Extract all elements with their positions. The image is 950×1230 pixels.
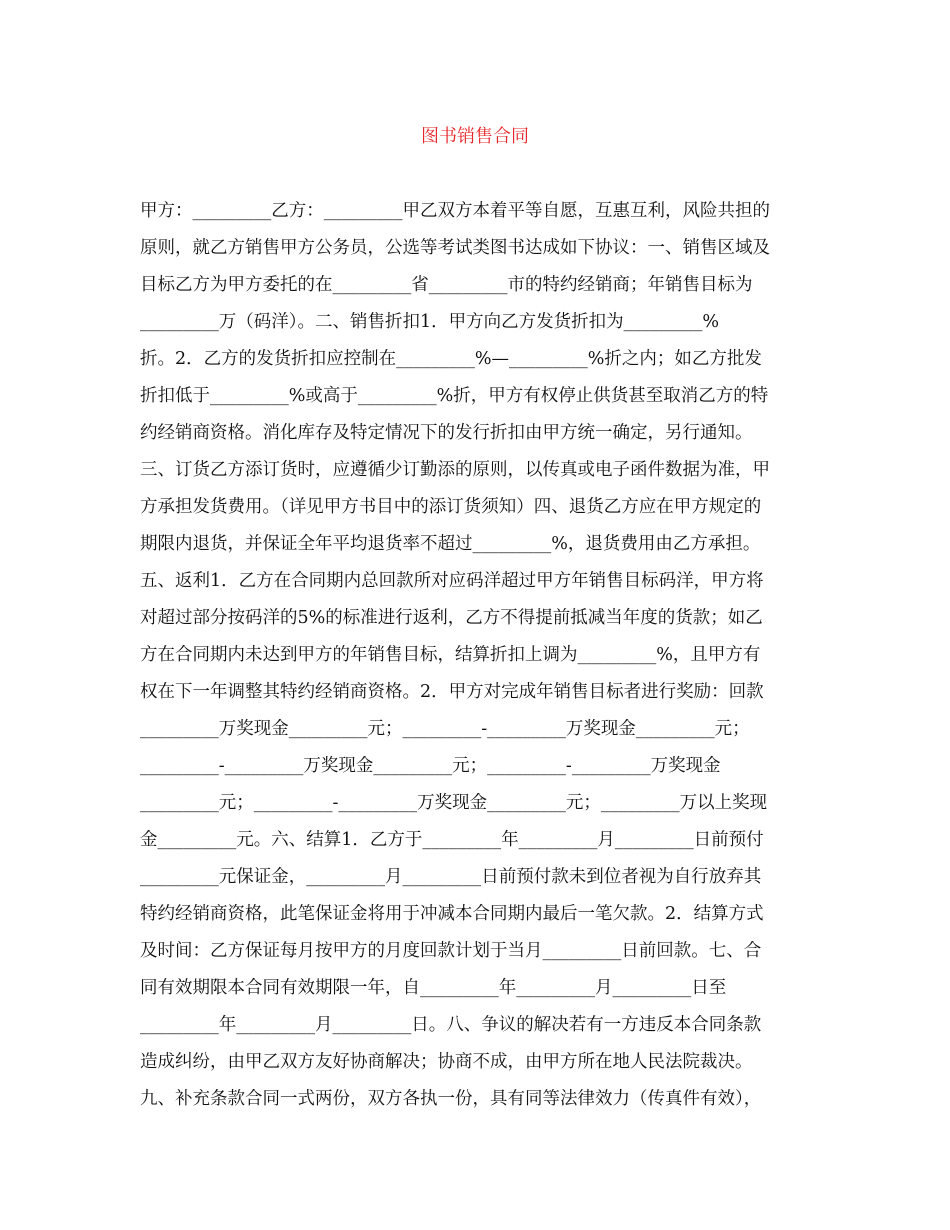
contract-text-line: 九、补充条款合同一式两份，双方各执一份，具有同等法律效力（传真件有效）， [140,1089,762,1109]
contract-text-line: 金_________元。六、结算1．乙方于_________年_________月_________日前预付 [140,830,764,850]
contract-text-line: _________元保证金，_________月_________日前预付款未到位者视为自行放弃其 [140,867,762,887]
contract-text-line: 及时间：乙方保证每月按甲方的月度回款计划于当月_________日前回款。七、合 [140,941,762,961]
contract-text-line: 目标乙方为甲方委托的在_________省_________市的特约经销商；年销售目标为 [140,275,753,295]
contract-text-line: 期限内退货，并保证全年平均退货率不超过_________%，退货费用由乙方承担。 [140,534,761,554]
contract-text-line: _________万奖现金_________元；_________-_________万奖现金_________元； [140,719,750,739]
contract-text-line: 约经销商资格。消化库存及特定情况下的发行折扣由甲方统一确定，另行通知。 [140,423,753,443]
contract-body [140,193,812,1118]
contract-text-line: 同有效期限本合同有效期限一年，自_________年_________月_________日至 [140,978,727,998]
contract-text-line: 原则，就乙方销售甲方公务员，公选等考试类图书达成如下协议：一、销售区域及 [140,238,770,258]
contract-text-line: _________-_________万奖现金_________元；_________-_________万奖现金 [140,756,721,776]
contract-text-line: 折扣低于_________%或高于_________%折，甲方有权停止供货甚至取消乙方的特 [140,386,769,406]
contract-text-line: 甲方：_________乙方：_________甲乙双方本着平等自愿，互惠互利，风险共担的 [140,201,770,221]
document-title: 图书销售合同 [421,126,529,147]
contract-text-line: 三、订货乙方添订货时，应遵循少订勤添的原则，以传真或电子函件数据为准，甲 [140,460,770,480]
contract-text-line: 方在合同期内未达到甲方的年销售目标，结算折扣上调为_________%，且甲方有 [140,645,761,665]
contract-text-line: 五、返利1．乙方在合同期内总回款所对应码洋超过甲方年销售目标码洋，甲方将 [140,571,764,591]
contract-text-line: _________年_________月_________日。八、争议的解决若有一方违反本合同条款 [140,1015,762,1035]
contract-text-line: 权在下一年调整其特约经销商资格。2．甲方对完成年销售目标者进行奖励：回款 [140,682,764,702]
contract-text-line: 对超过部分按码洋的5%的标准进行返利，乙方不得提前抵减当年度的货款；如乙 [140,608,763,628]
contract-text-line: 方承担发货费用。（详见甲方书目中的添订货须知）四、退货乙方应在甲方规定的 [140,497,762,517]
contract-text-line: 特约经销商资格，此笔保证金将用于冲减本合同期内最后一笔欠款。2．结算方式 [140,904,764,924]
contract-text-line: 造成纠纷，由甲乙双方友好协商解决；协商不成，由甲方所在地人民法院裁决。 [140,1052,753,1072]
contract-text-line: 折。2．乙方的发货折扣应控制在_________%—_________%折之内；如乙方批发 [140,349,762,369]
contract-text-line: _________元；_________-_________万奖现金_________元；_________万以上奖现 [140,793,768,813]
contract-text-line: _________万（码洋）。二、销售折扣1．甲方向乙方发货折扣为_________% [140,312,720,332]
